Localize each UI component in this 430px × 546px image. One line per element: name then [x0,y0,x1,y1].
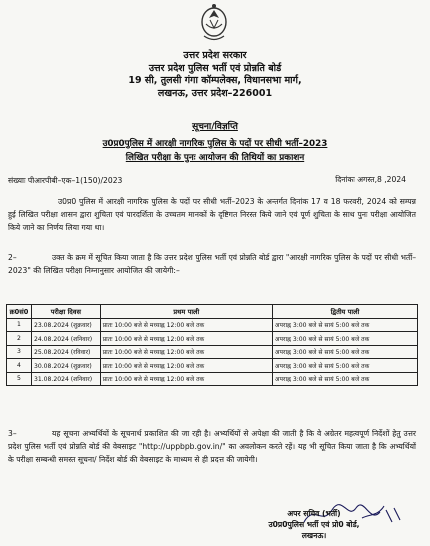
header-second-shift: द्वितीय पाली [272,305,417,319]
serial-cell: 2 [7,332,32,346]
second-shift-cell: अपराह्न 3:00 बजे से सायं 5:00 बजे तक [272,345,417,359]
serial-cell: 1 [7,318,32,332]
table-row [7,318,418,332]
signatory-designation: अपर सचिव (भर्ती) [287,509,341,518]
exam-schedule-table [6,304,418,386]
paragraph-3-text: यह सूचना अभ्यर्थियों के सूचनार्थ प्रकाशित की जा रही है। अभ्यर्थियों से अपेक्षा की जाती है कि वे अग्रेतर महत्वपूर्ण निर्देशों हेतु उत्तर प्रदेश पुलिस भर्ती एवं प्रोन्नति बोर्ड की वेबसाइट "http://uppbpb.gov.in/" का अवलोकन करते रहें। यह भी सूचित किया जाता है कि अभ्यर्थियों के परीक्षा सम्बन्धी समस्त सूचना/ निर्देश बोर्ड की वेबसाइट के माध्यम से ही प्रदत्त की जायेगी। [8,429,417,464]
signature-block [258,508,370,541]
exam-day-cell: 23.08.2024 (शुक्रवार) [31,318,100,332]
serial-cell: 5 [7,372,32,386]
paragraph-3 [8,428,416,466]
header-serial: क्र0सं0 [7,305,32,319]
first-shift-cell: प्रातः 10:00 बजे से मध्याह्न 12:00 बजे तक [100,372,272,386]
reference-date: दिनांकः अगस्त,8 ,2024 [335,175,406,184]
first-shift-cell: प्रातः 10:00 बजे से मध्याह्न 12:00 बजे तक [100,345,272,359]
serial-cell: 4 [7,359,32,373]
signatory-office: उ0प्र0पुलिस भर्ती एवं प्रो0 बोर्ड, [268,520,360,529]
board-address: 19 सी, तुलसी गंगा कॉम्पलेक्स, विधानसभा मार्ग, [128,75,302,86]
first-shift-cell: प्रातः 10:00 बजे से मध्याह्न 12:00 बजे तक [100,332,272,346]
subject-line-1: उ0प्र0पुलिस में आरक्षी नागरिक पुलिस के पदों पर सीधी भर्ती–2023 [102,139,328,149]
exam-day-cell: 31.08.2024 (शनिवार) [31,372,100,386]
header-exam-day: परीक्षा दिवस [31,305,100,319]
up-police-emblem-icon [197,2,231,44]
paragraph-1: उ0प्र0 पुलिस में आरक्षी नागरिक पुलिस के पदों पर सीधी भर्ती–2023 के अन्तर्गत दिनांक 17 व 18 फरवरी, 2024 को सम्पन्न हुई लिखित परीक्षा शासन द्वारा शुचिता एवं पारदर्शिता के उच्चतम मानकों के दृष्टिगत निरस्त किये जाने एवं पूर्ण शुचिता के साथ पुनः परीक्षा आयोजित किये जाने का निर्णय लिया गया था। [8,197,416,232]
notice-title: सूचना/विज्ञप्ति [192,122,238,132]
exam-day-cell: 25.08.2024 (रविवार) [31,345,100,359]
header-first-shift: प्रथम पाली [100,305,272,319]
second-shift-cell: अपराह्न 3:00 बजे से सायं 5:00 बजे तक [272,372,417,386]
paragraph-2-text: उक्त के क्रम में सूचित किया जाता है कि उत्तर प्रदेश पुलिस भर्ती एवं प्रोन्नति बोर्ड द्वारा "आरक्षी नागरिक पुलिस के पदों पर सीधी भर्ती–2023" की लिखित परीक्षा निम्नानुसार आयोजित की जायेगी:– [8,253,416,275]
signatory-city: लखनऊ। [301,531,327,540]
second-shift-cell: अपराह्न 3:00 बजे से सायं 5:00 बजे तक [272,332,417,346]
exam-day-cell: 30.08.2024 (शुक्रवार) [31,359,100,373]
serial-cell: 3 [7,345,32,359]
second-shift-cell: अपराह्न 3:00 बजे से सायं 5:00 बजे तक [272,318,417,332]
table-row [7,332,418,346]
paragraph-2-number: 2– [8,253,17,262]
table-header-row [7,305,418,319]
board-city: लखनऊ, उत्तर प्रदेश–226001 [157,88,273,99]
board-name: उत्तर प्रदेश पुलिस भर्ती एवं प्रोन्नति बोर्ड [148,63,282,74]
govt-heading: उत्तर प्रदेश सरकार [183,50,247,61]
reference-number: संख्याः पीआरपीबी–एक–1(150)/2023 [8,176,123,185]
exam-day-cell: 24.08.2024 (शनिवार) [31,332,100,346]
subject-line-2: लिखित परीक्षा के पुनः आयोजन की तिथियों का प्रकाशन [125,153,305,163]
first-shift-cell: प्रातः 10:00 बजे से मध्याह्न 12:00 बजे तक [100,359,272,373]
table-row [7,359,418,373]
table-row [7,372,418,386]
table-row [7,345,418,359]
second-shift-cell: अपराह्न 3:00 बजे से सायं 5:00 बजे तक [272,359,417,373]
paragraph-2 [8,252,416,278]
first-shift-cell: प्रातः 10:00 बजे से मध्याह्न 12:00 बजे तक [100,318,272,332]
paragraph-3-number: 3– [8,429,17,438]
